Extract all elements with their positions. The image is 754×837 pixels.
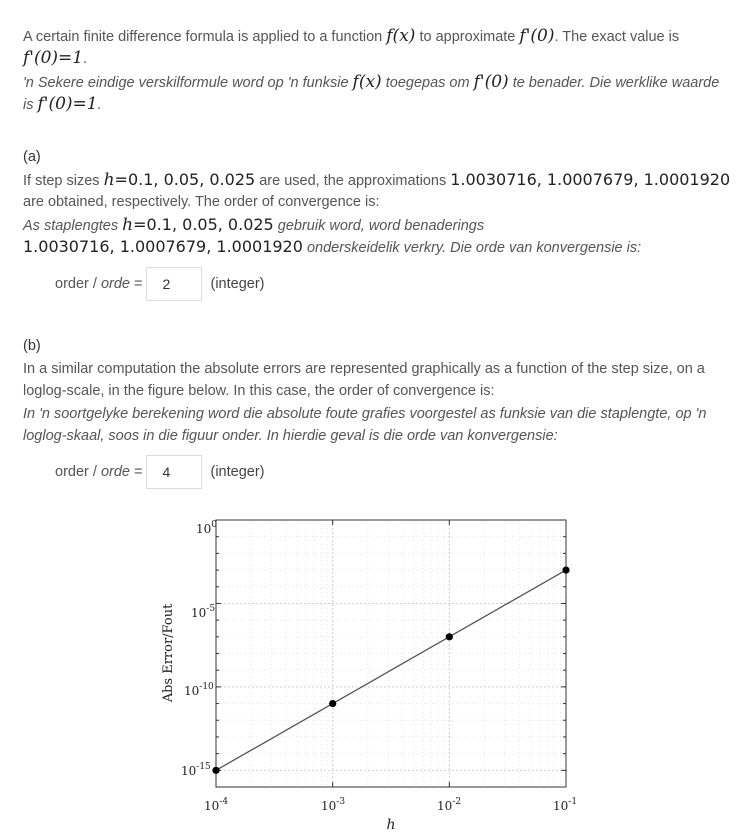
x-tick-label: $10^{-4}$: [204, 797, 229, 813]
part-b-heading: (b): [23, 338, 41, 354]
part-a-af-h-values: =0.1, 0.05, 0.025: [133, 215, 274, 234]
intro-function: f(x): [386, 26, 416, 46]
intro-text-suffix: . The exact value is: [554, 29, 680, 45]
answer-label-af: orde: [100, 276, 130, 292]
part-a-text-mid: are used, the approximations: [259, 173, 447, 189]
answer-label-eq: =: [134, 464, 143, 480]
x-axis-label: h: [386, 817, 396, 833]
part-a-af-h-symbol: h: [122, 215, 134, 235]
part-a-af-text-mid: gebruik word, word benaderings: [277, 218, 485, 234]
part-a-afrikaans-line1: [23, 215, 484, 236]
part-a-af-text: As staplengtes: [23, 218, 119, 234]
x-tick-label: $10^{-1}$: [553, 797, 578, 813]
answer-label-eq: =: [134, 276, 143, 292]
answer-label-af: orde: [100, 464, 130, 480]
data-point: [329, 700, 336, 707]
y-tick-labels: [181, 520, 217, 778]
intro-af-text-suffix: te benader. Die werklike waarde: [512, 75, 720, 91]
part-a-answer-hint: (integer): [210, 276, 265, 292]
y-axis-label: Abs Error/Fout: [161, 603, 176, 703]
intro-text-mid: to approximate: [419, 29, 516, 45]
part-a-english-line2: are obtained, respectively. The order of convergence is:: [23, 194, 380, 210]
part-a-af-approximations: 1.0030716, 1.0007679, 1.0001920: [23, 237, 303, 256]
x-tick-label: $10^{-2}$: [437, 797, 462, 813]
part-b-answer-label: [55, 464, 142, 480]
part-b-answer-row: [55, 454, 264, 490]
part-a-approximations: 1.0030716, 1.0007679, 1.0001920: [450, 170, 731, 189]
part-a-heading: (a): [23, 149, 41, 165]
part-b-english-line2: loglog-scale, in the figure below. In this case, the order of convergence is:: [23, 383, 495, 399]
intro-af-text-mid: toegepas om: [385, 75, 470, 91]
part-a-answer-row: [55, 266, 264, 302]
part-a-h-symbol: h: [103, 170, 115, 190]
intro-derivative: f'(0): [519, 26, 555, 46]
part-b-answer-input[interactable]: 4: [146, 455, 202, 489]
part-a-english-line1: [23, 170, 730, 191]
part-a-af-text-suffix: onderskeidelik verkry. Die orde van konvergensie is:: [306, 240, 642, 256]
intro-af-text: 'n Sekere eindige verskilformule word op 'n funksie: [23, 75, 349, 91]
part-b-afrikaans-line1: In 'n soortgelyke berekening word die absolute foute grafies voorgestel as funksie van die staplengte, op 'n: [23, 406, 707, 422]
part-a-h-values: =0.1, 0.05, 0.025: [114, 170, 256, 189]
data-point: [212, 767, 219, 774]
intro-period: .: [83, 51, 88, 67]
part-a-answer-input[interactable]: 2: [146, 267, 202, 301]
error-loglog-chart: [0, 505, 754, 835]
y-tick-label: $10^{-15}$: [181, 762, 211, 778]
answer-label-en: order /: [55, 276, 97, 292]
intro-english-line2: [23, 48, 87, 69]
intro-afrikaans-line1: [23, 72, 719, 93]
part-b-english-line1: In a similar computation the absolute errors are represented graphically as a function of the step size, on a: [23, 361, 705, 377]
intro-af-exact-value: f'(0)=1: [37, 94, 98, 114]
intro-af-derivative: f'(0): [473, 72, 509, 92]
intro-af-is: is: [23, 97, 34, 113]
intro-text: A certain finite difference formula is applied to a function: [23, 29, 383, 45]
part-a-text: If step sizes: [23, 173, 100, 189]
part-a-answer-label: [55, 276, 142, 292]
y-tick-label: $10^0$: [196, 520, 218, 536]
intro-afrikaans-line2: [23, 94, 102, 115]
data-point: [562, 566, 569, 573]
intro-af-function: f(x): [352, 72, 382, 92]
part-b-answer-hint: (integer): [210, 464, 265, 480]
answer-label-en: order /: [55, 464, 97, 480]
intro-english-line1: [23, 26, 679, 47]
intro-af-period: .: [97, 97, 102, 113]
x-tick-labels: [204, 797, 577, 813]
intro-exact-value: f'(0)=1: [23, 48, 84, 68]
x-tick-label: $10^{-3}$: [321, 797, 346, 813]
grid-minor: [216, 520, 566, 787]
data-point: [446, 633, 453, 640]
part-a-afrikaans-line2: [23, 237, 641, 258]
y-tick-label: $10^{-10}$: [184, 682, 214, 698]
part-b-afrikaans-line2: loglog-skaal, soos in die figuur onder. In hierdie geval is die orde van konvergensie:: [23, 428, 558, 444]
y-tick-label: $10^{-5}$: [191, 604, 216, 620]
